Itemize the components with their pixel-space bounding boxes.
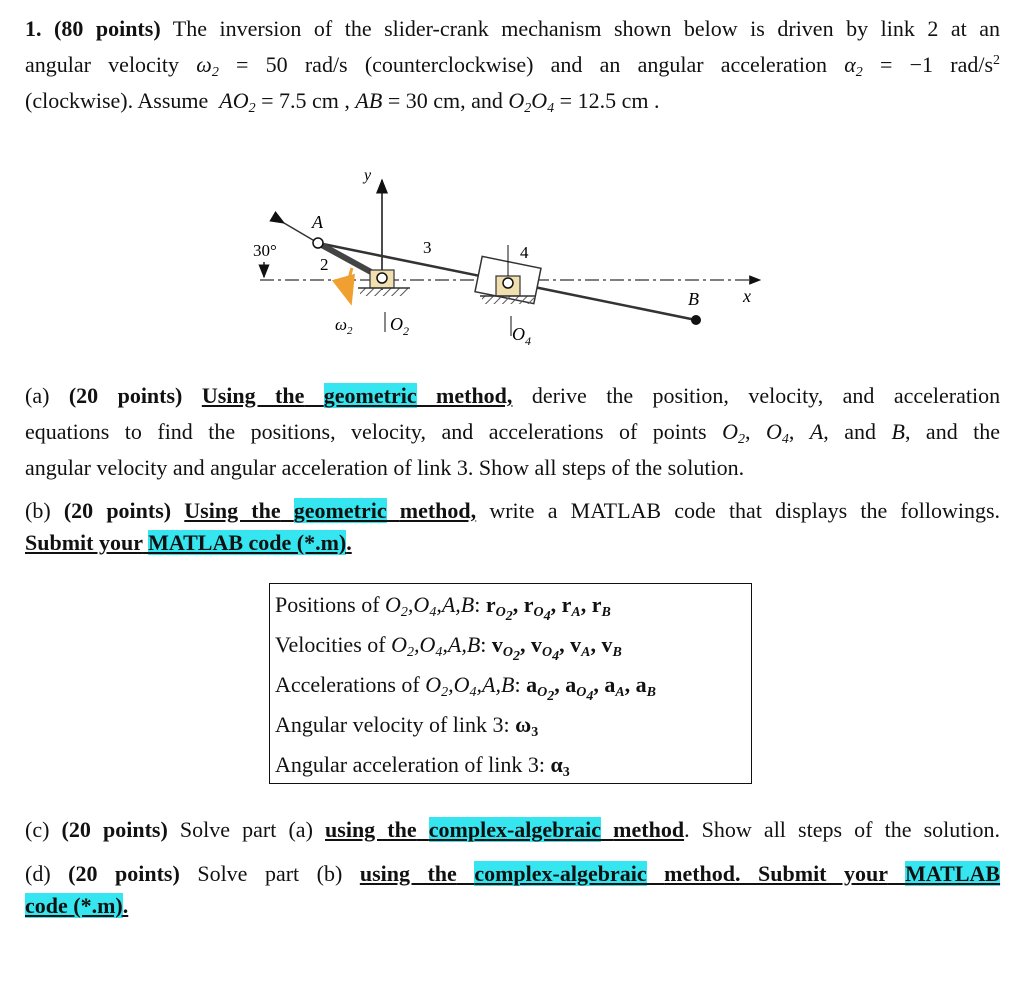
- table-row-velocities: Velocities of $O_2,O_4,A,B$: $v_{O_2}$, $v_{O_4}$, $v_A$, $v_B$: [275, 632, 622, 664]
- part-b-using-the: Using the: [184, 498, 281, 523]
- part-d-text-1: Solve part (b): [197, 861, 343, 886]
- label-o4-glyph: O: [512, 324, 525, 344]
- problem-line-1: [25, 11, 1000, 47]
- part-d-using-the: using the: [359, 861, 457, 886]
- part-c-line-1: [25, 812, 1000, 848]
- row-velocities-points: $O_2,O_4,A,B$: [391, 632, 481, 660]
- part-a-prefix: (a): [25, 383, 50, 408]
- problem-line-2: [25, 47, 1000, 83]
- part-a-method-phrase: [202, 383, 513, 408]
- vec-v-1: v: [491, 632, 503, 657]
- joint-a: [313, 238, 323, 248]
- part-c-prefix: (c): [25, 817, 50, 842]
- vec-r-3: r: [561, 592, 572, 617]
- part-a-o2: [722, 419, 745, 447]
- part-d-method: method. Submit your: [664, 861, 888, 886]
- label-omega: [335, 315, 353, 337]
- label-o2-sub: 2: [403, 324, 409, 338]
- part-d-period: .: [122, 893, 129, 918]
- point-b: [691, 315, 701, 325]
- part-a-point-b: B: [891, 419, 905, 444]
- part-d-line-1: [25, 858, 1000, 890]
- ao2-symbol: [219, 88, 256, 116]
- part-d-prefix: (d): [25, 861, 51, 886]
- part-b-points: (20 points): [63, 498, 172, 523]
- o4-glyph: O: [531, 88, 548, 113]
- o2-sub: 2: [524, 101, 532, 116]
- problem-text-2a: angular velocity: [25, 52, 180, 77]
- omega-glyph: ω: [196, 52, 212, 77]
- part-c-text-2: . Show all steps of the solution.: [684, 817, 1001, 842]
- part-c: [25, 812, 1000, 848]
- problem-line-3: [25, 83, 1000, 119]
- part-b-method: method,: [399, 498, 477, 523]
- problem-points: (80 points): [54, 16, 161, 41]
- omega2-symbol: [196, 52, 219, 80]
- part-b-geometric-highlight: geometric: [293, 498, 387, 523]
- part-a-o4: [765, 419, 789, 447]
- alpha-glyph: α: [844, 52, 856, 77]
- table-row-accelerations: Accelerations of $O_2,O_4,A,B$: $a_{O_2}$, $a_{O_4}$, $a_A$, $a_B$: [275, 672, 656, 704]
- part-c-method: method: [613, 817, 685, 842]
- problem-number: 1.: [25, 16, 42, 41]
- o2o4-symbol: [508, 88, 555, 116]
- part-a-line-1: [25, 378, 1000, 414]
- alpha-value-text: = −1 rad/s: [880, 52, 994, 77]
- part-a-o2-glyph: O: [722, 419, 738, 444]
- label-o2-glyph: O: [390, 314, 403, 334]
- part-c-text-1: Solve part (a): [179, 817, 313, 842]
- problem-text-2b: = 50 rad/s (counterclockwise) and an angular acceleration: [236, 52, 828, 77]
- table-row-angular-velocity: [275, 707, 751, 747]
- alpha-sub: 2: [855, 65, 863, 80]
- label-b: B: [688, 289, 699, 309]
- row-velocities-label: Velocities of: [275, 632, 386, 657]
- row-velocities-vectors: $v_{O_2}$, $v_{O_4}$, $v_A$, $v_B$: [491, 632, 622, 664]
- row-accelerations-vectors: $a_{O_2}$, $a_{O_4}$, $a_A$, $a_B$: [526, 672, 656, 704]
- part-a-and: , and: [823, 419, 877, 444]
- part-a-o2-sub: 2: [737, 432, 745, 447]
- vec-v-2: v: [531, 632, 543, 657]
- label-omega-sub: 2: [347, 325, 353, 337]
- label-link-2: 2: [320, 255, 329, 274]
- part-b-period: .: [346, 530, 352, 555]
- part-d-code-highlight: code (*.m): [25, 893, 123, 918]
- part-c-using-the: using the: [325, 817, 417, 842]
- vec-r-1: r: [485, 592, 496, 617]
- row-positions-vectors: $r_{O_2}$, $r_{O_4}$, $r_A$, $r_B$: [485, 592, 611, 624]
- y-axis-label: y: [364, 167, 372, 184]
- part-d: [25, 858, 1000, 922]
- omega-arrow: [348, 268, 352, 300]
- label-o4: [512, 324, 531, 348]
- row-positions-label: Positions of: [275, 592, 380, 617]
- alpha2-symbol: [844, 52, 863, 80]
- row-angular-acceleration-label: Angular acceleration of link 3:: [275, 752, 546, 777]
- label-link-4: 4: [520, 243, 529, 262]
- ground-support-o2: [358, 270, 410, 296]
- part-a-method: method,: [436, 383, 513, 408]
- o2-glyph: O: [508, 88, 525, 113]
- ao2-sub: 2: [248, 101, 256, 116]
- ao2-glyph: AO: [219, 88, 249, 113]
- ao2-value: = 7.5 cm ,: [261, 88, 350, 113]
- part-d-method-phrase: [360, 861, 1000, 886]
- label-omega-glyph: ω: [335, 315, 348, 334]
- part-b-text-1: write a MATLAB code that displays the followings.: [489, 498, 1001, 523]
- alpha-unit-sup: 2: [993, 53, 1001, 68]
- label-link-3: 3: [423, 238, 432, 257]
- part-b-line-1: [25, 495, 1000, 527]
- part-a-line-2: equations to find the positions, velocity, and accelerations of points $O_2$, $O_4$, A, and B, and the: [25, 419, 1001, 447]
- row-angular-velocity-label: Angular velocity of link 3:: [275, 712, 510, 737]
- part-a-line-3: angular velocity and angular acceleration of link 3. Show all steps of the solution.: [25, 455, 745, 480]
- row-positions-points: $O_2,O_4,A,B$: [385, 592, 475, 620]
- part-b-submit: Submit your: [25, 530, 143, 555]
- alpha3-sub: 3: [562, 765, 570, 780]
- part-d-matlab-highlight: MATLAB: [905, 861, 1001, 886]
- part-d-line-2: [25, 890, 1000, 922]
- omega-sub: 2: [211, 65, 219, 80]
- vec-v-4: v: [601, 632, 613, 657]
- problem-text-3a: (clockwise). Assume: [25, 88, 209, 113]
- vec-v-3: v: [570, 632, 582, 657]
- part-a-text-2: equations to find the positions, velocity, and accelerations of points: [25, 419, 707, 444]
- part-b-line-2: [25, 527, 1000, 559]
- vec-r-2: r: [523, 592, 534, 617]
- vec-a-1: a: [526, 672, 538, 697]
- table-row-positions: Positions of $O_2,O_4,A,B$: $r_{O_2}$, $r_{O_4}$, $r_A$, $r_B$: [275, 592, 611, 624]
- alpha2-value: [880, 52, 1000, 77]
- part-a: [25, 378, 1000, 486]
- ab-value: = 30 cm, and: [387, 88, 503, 113]
- vec-a-4: a: [635, 672, 647, 697]
- part-a-using-the: Using the: [201, 383, 305, 408]
- part-a-text-2b: , and the: [904, 419, 1001, 444]
- problem-statement: [25, 11, 1000, 119]
- angle-label: 30°: [253, 241, 277, 260]
- problem-text-1: The inversion of the slider-crank mechanism shown below is driven by link 2 at an: [172, 16, 1000, 41]
- output-list-box: [269, 583, 752, 784]
- part-c-complex-highlight: complex-algebraic: [428, 817, 602, 842]
- o4-sub: 4: [547, 101, 555, 116]
- alpha3-symbol: [550, 752, 570, 780]
- x-axis-label: x: [743, 286, 751, 306]
- alpha3-glyph: α: [550, 752, 563, 777]
- part-b-method-phrase: [184, 498, 476, 523]
- part-b-prefix: (b): [25, 498, 51, 523]
- mechanism-diagram: [240, 150, 780, 360]
- vec-r-4: r: [591, 592, 602, 617]
- omega3-sub: 3: [531, 725, 539, 740]
- part-a-geometric-highlight: geometric: [323, 383, 417, 408]
- part-a-point-a: A: [809, 419, 824, 444]
- part-c-points: (20 points): [61, 817, 168, 842]
- vec-a-2: a: [565, 672, 577, 697]
- part-c-method-phrase: [325, 817, 684, 842]
- omega3-glyph: ω: [515, 712, 532, 737]
- part-b-matlab-highlight: MATLAB code (*.m): [148, 530, 347, 555]
- part-a-points: (20 points): [68, 383, 183, 408]
- part-d-points: (20 points): [68, 861, 180, 886]
- part-d-complex-highlight: complex-algebraic: [474, 861, 647, 886]
- label-o2: [390, 314, 409, 338]
- o2o4-value: = 12.5 cm .: [559, 88, 660, 113]
- vec-a-3: a: [604, 672, 616, 697]
- label-a: A: [312, 212, 323, 232]
- label-o4-sub: 4: [525, 334, 531, 348]
- row-accelerations-label: Accelerations of: [275, 672, 420, 697]
- row-accelerations-points: $O_2,O_4,A,B$: [425, 672, 515, 700]
- part-a-text-1: derive the position, velocity, and acceleration: [531, 383, 1001, 408]
- table-row-angular-acceleration: [275, 747, 751, 787]
- part-a-o4-glyph: O: [765, 419, 782, 444]
- part-a-o4-sub: 4: [781, 432, 789, 447]
- ab-symbol: AB: [355, 88, 383, 113]
- omega3-symbol: [515, 712, 539, 740]
- part-b: [25, 495, 1000, 559]
